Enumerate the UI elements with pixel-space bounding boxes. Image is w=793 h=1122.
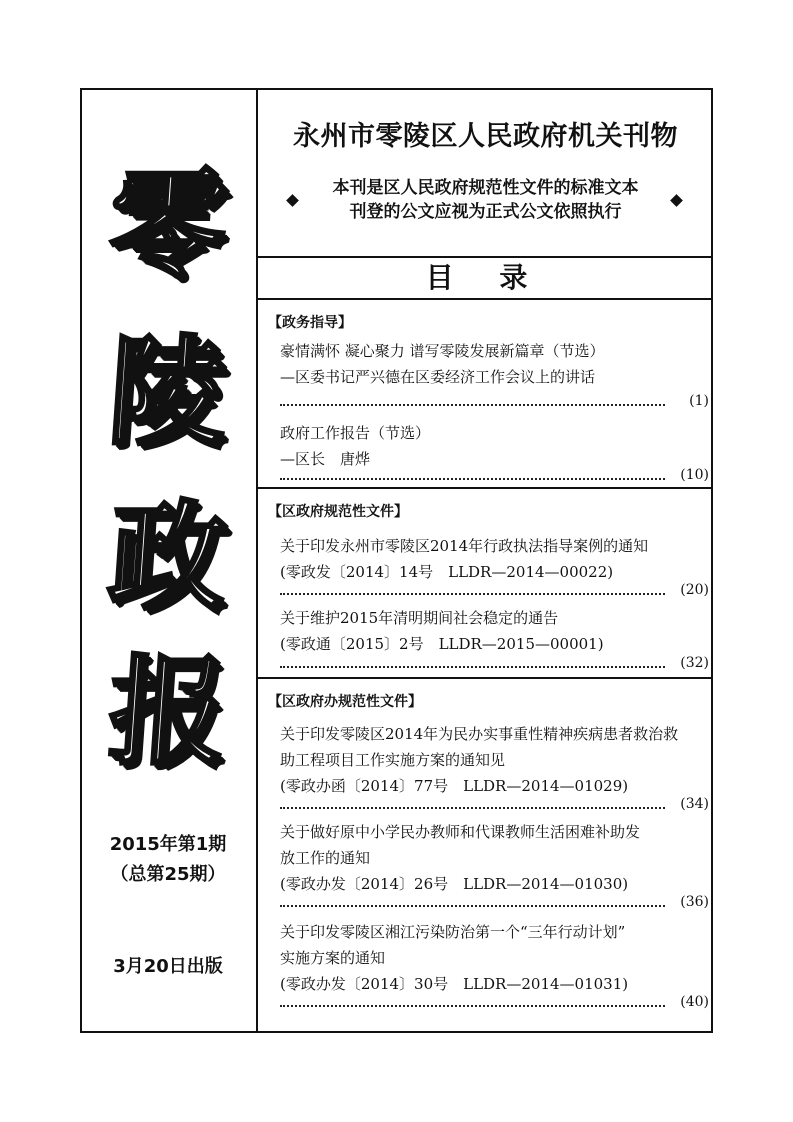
page-number: (1)	[689, 393, 709, 409]
masthead-char-4: 报	[104, 642, 232, 781]
content-area	[258, 88, 713, 1033]
section-heading: 【区政府办规范性文件】	[268, 694, 422, 710]
entry-line[interactable]: —区委书记严兴德在区委经济工作会议上的讲话	[280, 368, 596, 386]
entry-line[interactable]: (零政发〔2014〕14号 LLDR—2014—00022)	[280, 563, 614, 581]
leader-dots	[280, 581, 665, 595]
page-number: (10)	[680, 467, 709, 483]
issue-total: （总第25期）	[110, 864, 226, 885]
masthead-char-1: 零	[104, 155, 232, 294]
page-number: (40)	[680, 994, 709, 1010]
leader-dots	[280, 893, 665, 907]
toc-section-district-office-docs	[258, 677, 713, 1031]
entry-line[interactable]: 放工作的通知	[280, 849, 371, 867]
leader-dots	[280, 795, 665, 809]
toc-title: 目 录	[258, 256, 713, 300]
page-number: (36)	[680, 894, 709, 910]
section-heading: 【政务指导】	[268, 315, 352, 331]
publish-date: 3月20日出版	[113, 956, 223, 977]
entry-line[interactable]: 政府工作报告（节选）	[280, 424, 431, 442]
entry-line[interactable]: —区长 唐烨	[280, 450, 371, 468]
section-heading: 【区政府规范性文件】	[268, 504, 408, 520]
masthead-char-2: 陵	[104, 322, 232, 461]
toc-section-district-gov-docs	[258, 487, 713, 677]
page-number: (34)	[680, 796, 709, 812]
publication-title: 永州市零陵区人民政府机关刊物	[293, 121, 678, 152]
leader-dots	[280, 993, 665, 1007]
notice-line-1: 本刊是区人民政府规范性文件的标准文本	[332, 178, 639, 198]
issue-number: 2015年第1期	[109, 834, 227, 855]
masthead-column	[80, 88, 258, 1033]
masthead-char-3: 政	[104, 487, 232, 626]
notice-text	[258, 176, 713, 224]
leader-dots	[280, 392, 665, 406]
toc-section-policy-guidance	[258, 300, 713, 487]
entry-line[interactable]: 助工程项目工作实施方案的通知见	[280, 751, 506, 769]
leader-dots	[280, 466, 665, 480]
entry-line[interactable]: 豪情满怀 凝心聚力 谱写零陵发展新篇章（节选）	[280, 342, 605, 360]
leader-dots	[280, 654, 665, 668]
page-number: (32)	[680, 655, 709, 671]
entry-line[interactable]: 关于做好原中小学民办教师和代课教师生活困难补助发	[280, 823, 641, 841]
entry-line[interactable]: (零政通〔2015〕2号 LLDR—2015—00001)	[280, 635, 604, 653]
entry-line[interactable]: 关于印发永州市零陵区2014年行政执法指导案例的通知	[280, 537, 649, 555]
page-number: (20)	[680, 582, 709, 598]
entry-line[interactable]: 关于印发零陵区湘江污染防治第一个“三年行动计划”	[280, 923, 626, 941]
entry-line[interactable]: (零政办函〔2014〕77号 LLDR—2014—01029)	[280, 777, 629, 795]
entry-line[interactable]: 关于印发零陵区2014年为民办实事重性精神疾病患者救治救	[280, 725, 679, 743]
notice-line-2: 刊登的公文应视为正式公文依照执行	[349, 202, 622, 222]
entry-line[interactable]: 实施方案的通知	[280, 949, 386, 967]
entry-line[interactable]: 关于维护2015年清明期间社会稳定的通告	[280, 609, 559, 627]
entry-line[interactable]: (零政办发〔2014〕30号 LLDR—2014—01031)	[280, 975, 629, 993]
entry-line[interactable]: (零政办发〔2014〕26号 LLDR—2014—01030)	[280, 875, 629, 893]
